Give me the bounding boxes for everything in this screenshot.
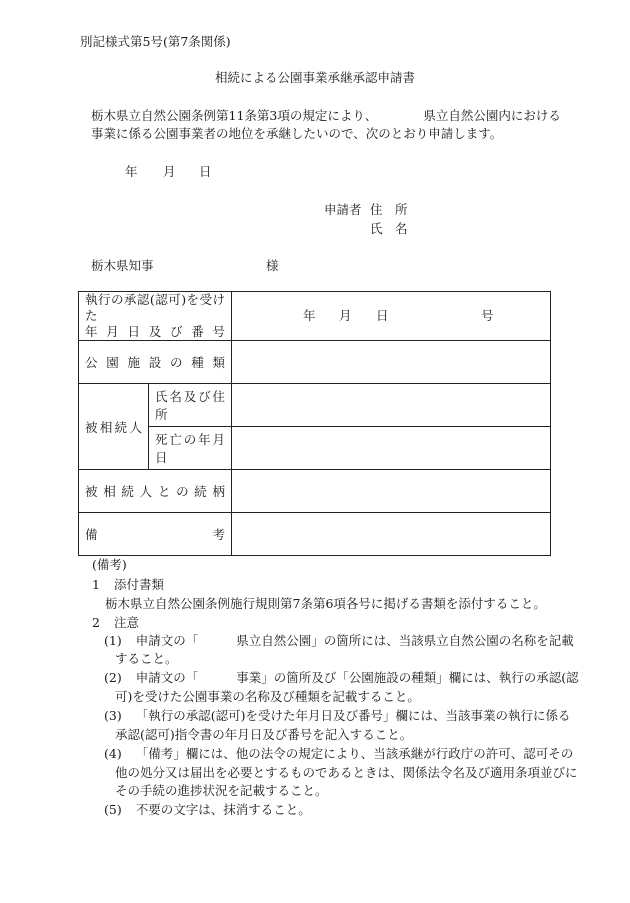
note-2-4-number: (4) [104,746,122,761]
note-2-3-text-a: 「執行の承認(認可)を受けた年月日及び番号」欄には、当該事業の執行に係る [135,708,571,723]
remarks-field[interactable] [232,513,551,556]
note-2-2-line-1 [104,670,579,686]
remarks-label [79,513,232,556]
intro-text-b: 県立自然公園内における [423,108,561,123]
facility-type-label: 公園施設の種類 [79,341,232,384]
note-2-title-text: 注意 [113,615,139,630]
approval-label-2: 年月日及び番号 [85,324,226,339]
document-title: 相続による公園事業承継承認申請書 [214,70,415,85]
note-2-4-text-a: 「備考」欄には、他の法令の規定により、当該承継が行政庁の許可、認可その [135,746,574,761]
decedent-label: 被相続人 [79,384,149,470]
applicant-label: 申請者 [324,202,362,217]
row-decedent-name [79,384,551,427]
note-2-3-line-2: 承認(認可)指令書の年月日及び番号を記入すること。 [115,727,413,742]
date-month: 月 [163,164,176,179]
note-2-1-text-b: 県立自然公園」の箇所には、当該県立自然公園の名称を記載 [236,633,574,648]
row-relationship [79,470,551,513]
addressee-governor: 栃木県知事 [91,258,154,273]
applicant-name-label: 氏 名 [370,221,408,236]
note-2-title [92,615,139,631]
addressee-honorific: 様 [266,258,279,273]
remarks-label-a: 備 [85,527,98,542]
note-2-1-number: (1) [104,633,122,648]
approval-date-number-field[interactable] [232,292,551,341]
note-1-title-text: 添付書類 [113,577,164,592]
note-2-number: 2 [92,615,100,630]
approval-label-cell [79,292,232,341]
note-2-4-line-3: その手続の進捗状況を記載すること。 [115,783,328,798]
note-2-1-line-1 [104,633,574,649]
row-decedent-death [79,427,551,470]
approval-number: 号 [481,308,494,323]
note-2-4-line-1 [104,746,573,762]
note-1-number: 1 [92,577,100,592]
note-2-2-number: (2) [104,670,122,685]
relationship-field[interactable] [232,470,551,513]
row-approval [79,292,551,341]
form-number-label: 別記様式第5号(第7条関係) [80,34,231,49]
application-form-table [78,291,551,556]
relationship-label: 被相続人との続柄 [79,470,232,513]
note-1-text: 栃木県立自然公園条例施行規則第7条第6項各号に掲げる書類を添付すること。 [105,596,546,611]
remarks-label-b: 考 [212,527,226,542]
note-2-3-line-1 [104,708,570,724]
approval-day: 日 [376,308,389,323]
row-remarks [79,513,551,556]
note-2-4-line-2: 他の処分又は届出を必要とするものであるときは、関係法令名及び適用条項並びに [115,765,578,780]
approval-month: 月 [339,308,352,323]
notes-heading: (備考) [92,557,127,572]
note-1-title [92,577,164,593]
note-2-1-line-2: すること。 [115,651,178,666]
facility-type-field[interactable] [232,341,551,384]
applicant-address-label: 住 所 [370,202,408,217]
note-2-5-line-1 [104,802,311,818]
date-day: 日 [199,164,212,179]
intro-line-2: 事業に係る公園事業者の地位を承継したいので、次のとおり申請します。 [91,126,503,141]
decedent-death-date-label: 死亡の年月日 [149,427,232,470]
intro-text-a: 栃木県立自然公園条例第11条第3項の規定により、 [91,108,378,123]
decedent-name-address-label: 氏名及び住所 [149,384,232,427]
approval-year: 年 [303,308,316,323]
decedent-name-address-field[interactable] [232,384,551,427]
note-2-2-text-a: 申請文の「 [135,670,199,685]
note-2-5-text-a: 不要の文字は、抹消すること。 [135,802,311,817]
date-year: 年 [125,164,138,179]
note-2-1-text-a: 申請文の「 [135,633,199,648]
decedent-death-date-field[interactable] [232,427,551,470]
note-2-3-number: (3) [104,708,122,723]
note-2-5-number: (5) [104,802,122,817]
note-2-2-line-2: 可)を受けた公園事業の名称及び種類を記載すること。 [115,689,420,704]
row-facility-type [79,341,551,384]
approval-label-1: 執行の承認(認可)を受けた [85,292,226,323]
note-2-2-text-b: 事業」の箇所及び「公園施設の種類」欄には、執行の承認(認 [236,670,579,685]
intro-line-1 [91,108,561,124]
